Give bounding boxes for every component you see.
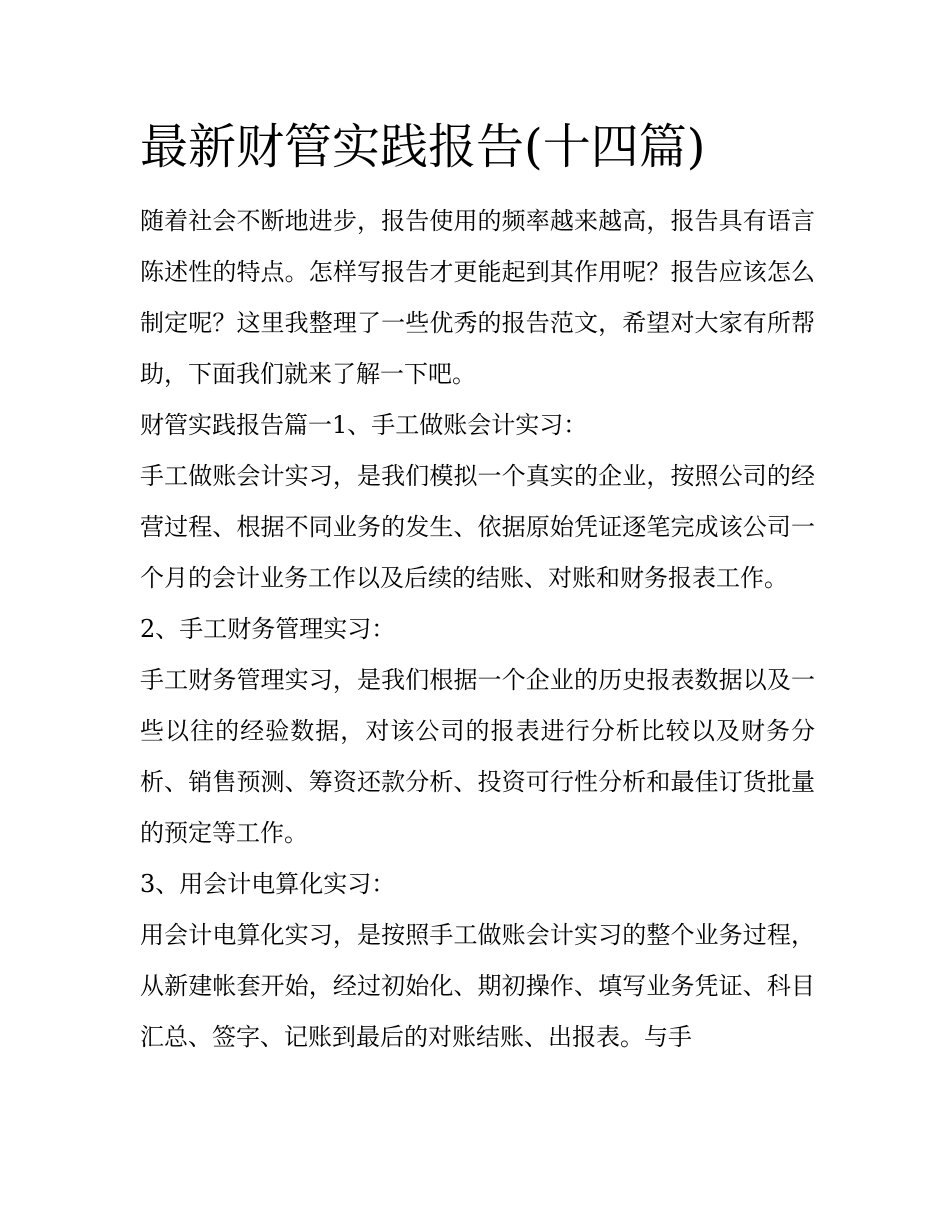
section-heading-2: 2、手工财务管理实习： [140, 615, 396, 643]
section-body-2: 手工财务管理实习，是我们根据一个企业的历史报表数据以及一些以往的经验数据，对该公司的报表进行分析比较以及财务分析、销售预测、筹资还款分析、投资可行性分析和最佳订货批量的预定等工作。 [140, 666, 815, 847]
section-body-1: 手工做账会计实习，是我们模拟一个真实的企业，按照公司的经营过程、根据不同业务的发生、依据原始凭证逐笔完成该公司一个月的会计业务工作以及后续的结账、对账和财务报表工作。 [140, 462, 815, 592]
document-page [140, 112, 815, 1063]
intro-paragraph: 随着社会不断地进步，报告使用的频率越来越高，报告具有语言陈述性的特点。怎样写报告才更能起到其作用呢？报告应该怎么制定呢？这里我整理了一些优秀的报告范文，希望对大家有所帮助，下面我们就来了解一下吧。 [140, 207, 815, 388]
document-title: 最新财管实践报告(十四篇) [140, 119, 706, 175]
section-body-3: 用会计电算化实习，是按照手工做账会计实习的整个业务过程，从新建帐套开始，经过初始化、期初操作、填写业务凭证、科目汇总、签字、记账到最后的对账结账、出报表。与手 [140, 921, 815, 1051]
section-heading-3: 3、用会计电算化实习： [140, 870, 396, 898]
section-heading-1: 财管实践报告篇一1、手工做账会计实习： [140, 411, 588, 439]
